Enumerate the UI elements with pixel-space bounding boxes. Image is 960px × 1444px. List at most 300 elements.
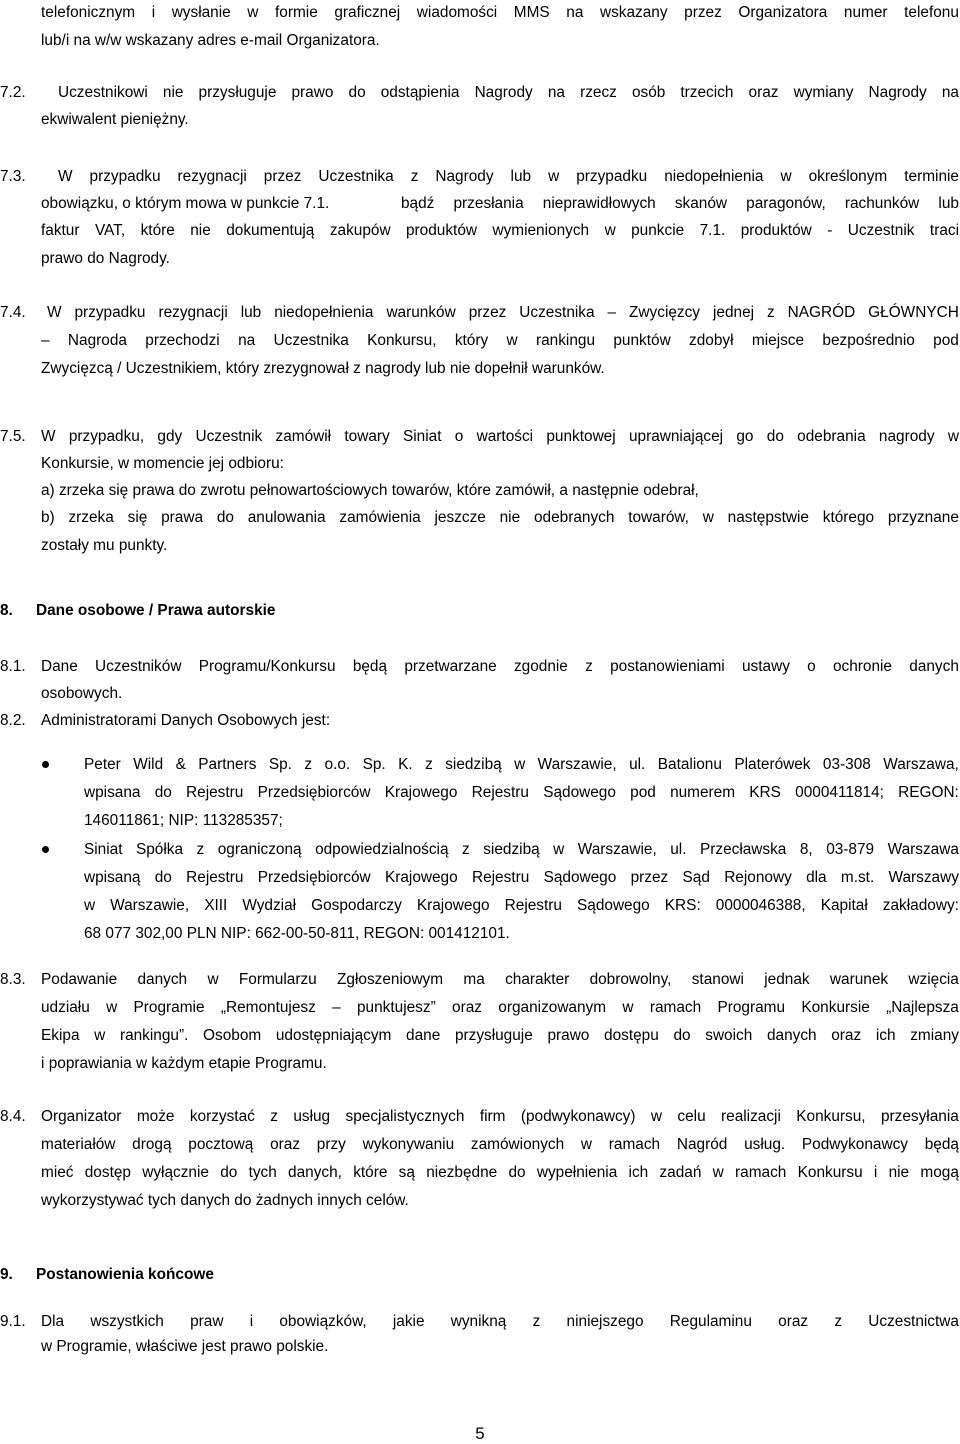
word: gdy — [157, 428, 183, 445]
word: 7.1. — [699, 222, 726, 239]
word: ul. — [670, 841, 687, 858]
word: - — [827, 222, 833, 239]
word: wiadomości — [416, 4, 498, 21]
word: jednak — [764, 971, 810, 988]
paragraph-line: prawo do Nagrody. — [41, 250, 170, 267]
word: ochronie — [832, 658, 892, 675]
paragraph-line — [41, 971, 959, 989]
word: trzecich — [680, 84, 734, 101]
word: w — [106, 999, 118, 1016]
intro-line — [41, 4, 959, 22]
section-number: 7.4. — [0, 304, 26, 321]
word: celu — [677, 1108, 706, 1125]
word: specjalistycznych — [345, 1108, 465, 1125]
word: wartości — [476, 428, 534, 445]
word: zmiany — [910, 1027, 959, 1044]
word: MMS — [513, 4, 550, 21]
section-number: 9.1. — [0, 1313, 26, 1330]
word: przysługuje — [198, 84, 277, 101]
word: w — [702, 509, 714, 526]
administrator-line: 68 077 302,00 PLN NIP: 662-00-50-811, REGON: 001412101. — [84, 925, 510, 942]
word: Rejestru — [186, 784, 244, 801]
paragraph-line: obowiązku, o którym mowa w punkcie 7.1. — [41, 195, 330, 212]
word: oraz — [778, 1313, 809, 1330]
word: ramach — [608, 1136, 661, 1153]
word: miejsce — [751, 332, 805, 349]
word: Sp. — [268, 756, 292, 773]
word: numerem — [670, 784, 736, 801]
word: W — [41, 428, 56, 445]
word: Uczestnikowi — [58, 84, 148, 101]
word: do — [154, 784, 172, 801]
word: rezygnacji — [177, 168, 247, 185]
word: o.o. — [324, 756, 351, 773]
word: niezbędne — [426, 1164, 498, 1181]
word: przysługuje — [454, 1027, 533, 1044]
word: Uczestnictwa — [868, 1313, 959, 1330]
word: pod — [933, 332, 959, 349]
word: Uczestnik — [195, 428, 263, 445]
administrator-line — [84, 841, 959, 859]
word: do — [766, 428, 784, 445]
word: Peter — [84, 756, 121, 773]
paragraph-line — [41, 428, 959, 446]
word: przypadku — [89, 168, 161, 185]
word: udziału — [41, 999, 90, 1016]
word: z — [410, 168, 419, 185]
word: XIII — [204, 897, 228, 914]
word: Rejestru — [504, 897, 562, 914]
administrator-line — [84, 897, 959, 915]
word: Sąd — [682, 869, 710, 886]
paragraph-line — [47, 304, 959, 322]
word: wymienionych — [492, 222, 590, 239]
word: bezpośrednio — [822, 332, 915, 349]
word: odebrania — [797, 428, 866, 445]
word: zadań — [659, 1164, 702, 1181]
paragraph-line: wykorzystywać tych danych do żadnych innych celów. — [41, 1192, 409, 1209]
paragraph-line — [41, 658, 959, 676]
word: swoich — [705, 1027, 753, 1044]
word: z — [425, 756, 433, 773]
word: wymiany — [793, 84, 854, 101]
word: określonym — [808, 168, 888, 185]
word: nagrody — [878, 428, 935, 445]
word: Krajowego — [416, 897, 490, 914]
word: Konkursu — [797, 1164, 863, 1181]
heading-number: 8. — [0, 602, 13, 619]
word: punktowej — [546, 428, 616, 445]
paragraph-line — [41, 1027, 959, 1045]
word: i — [249, 1313, 254, 1330]
word: Sądowego — [577, 897, 650, 914]
word: dobrowolny, — [589, 971, 672, 988]
word: Warszawie, — [110, 897, 190, 914]
word: Warszawy — [888, 869, 959, 886]
word: może — [136, 1108, 175, 1125]
word: ich — [628, 1164, 649, 1181]
word: Programie — [133, 999, 205, 1016]
word: Przecławska — [699, 841, 787, 858]
word: siedzibą — [483, 841, 540, 858]
word: realizacji — [721, 1108, 781, 1125]
word: traci — [929, 222, 959, 239]
list-item-a: a) zrzeka się prawa do zwrotu pełnowartościowych towarów, które zamówił, a następnie odebrał, — [41, 482, 699, 499]
word: na — [941, 84, 959, 101]
word: nieprawidłowych — [542, 195, 656, 212]
word: Krajowego — [384, 869, 458, 886]
word: Rejestru — [471, 869, 530, 886]
word: niedopełnienia — [274, 304, 374, 321]
word: Dane — [41, 658, 78, 675]
section-heading: Dane osobowe / Prawa autorskie — [36, 602, 276, 619]
word: dane — [406, 1027, 441, 1044]
word: organizowanym — [498, 999, 607, 1016]
word: zrzeka — [68, 509, 114, 526]
heading-number: 9. — [0, 1266, 13, 1283]
word: & — [175, 756, 186, 773]
word: Programu/Konkursu — [198, 658, 336, 675]
word: do — [508, 1164, 526, 1181]
paragraph-line — [41, 332, 959, 350]
word: w — [622, 999, 634, 1016]
paragraph-line — [58, 84, 959, 102]
word: paragonów, — [746, 195, 826, 212]
word: nie — [499, 509, 521, 526]
word: z — [585, 658, 593, 675]
word: jednej — [712, 304, 755, 321]
word: Uczestnika — [519, 304, 595, 321]
word: K. — [398, 756, 413, 773]
paragraph-line — [41, 1164, 959, 1182]
word: W — [58, 168, 73, 185]
word: warunków — [386, 304, 456, 321]
word: w — [580, 1136, 593, 1153]
word: oraz — [452, 999, 482, 1016]
word: 03-308 — [822, 756, 871, 773]
section-number: 7.3. — [0, 168, 26, 185]
word: siedzibą — [445, 756, 502, 773]
word: Nagrody — [435, 168, 494, 185]
word: Regulaminu — [669, 1313, 752, 1330]
section-number: 8.3. — [0, 971, 26, 988]
word: Konkursie — [801, 999, 870, 1016]
word: zgodnie — [513, 658, 568, 675]
section-number: 7.5. — [0, 428, 26, 445]
word: praw — [190, 1313, 224, 1330]
section-number: 8.4. — [0, 1108, 26, 1125]
word: w — [207, 971, 219, 988]
word: przez — [630, 869, 669, 886]
word: Rejestru — [471, 784, 529, 801]
word: przypadku — [576, 168, 648, 185]
word: punkcie — [631, 222, 685, 239]
word: firm — [479, 1108, 506, 1125]
word: rankingu — [535, 332, 596, 349]
word: Kapitał — [820, 897, 868, 914]
word: z — [532, 1313, 541, 1330]
paragraph-line: i poprawiania w każdym etapie Programu. — [41, 1055, 327, 1072]
word: drogą — [132, 1136, 172, 1153]
word: Organizatora — [738, 4, 828, 21]
word: nie — [162, 84, 184, 101]
word: który — [454, 332, 489, 349]
word: w — [553, 841, 565, 858]
word: w — [84, 897, 96, 914]
word: Uczestnik — [847, 222, 915, 239]
word: którego — [822, 509, 875, 526]
word: które — [353, 1164, 388, 1181]
word: Konkursu, — [796, 1108, 866, 1125]
word: 03-879 — [826, 841, 875, 858]
word: Zwycięzcy — [629, 304, 701, 321]
word: graficznej — [334, 4, 401, 21]
word: Krajowego — [384, 784, 458, 801]
word: o — [454, 428, 464, 445]
word: punktujesz” — [356, 999, 436, 1016]
word: wynikną — [450, 1313, 507, 1330]
word: ma — [463, 971, 485, 988]
word: wszystkich — [90, 1313, 164, 1330]
word: prawo — [291, 84, 334, 101]
word: towarów, — [628, 509, 689, 526]
word: danych — [137, 971, 188, 988]
word: prawa — [161, 509, 204, 526]
word: Przedsiębiorców — [257, 784, 371, 801]
word: do — [673, 1027, 691, 1044]
word: Podwykonawcy — [801, 1136, 908, 1153]
word: dostępu — [604, 1027, 659, 1044]
word: materiałów — [41, 1136, 116, 1153]
word: następstwie — [727, 509, 809, 526]
word: przesłania — [453, 195, 524, 212]
word: usług — [293, 1108, 331, 1125]
word: Nagrody — [474, 84, 533, 101]
paragraph-line — [41, 222, 959, 240]
word: zamówienia — [339, 509, 421, 526]
word: do — [216, 509, 234, 526]
word: numer — [843, 4, 888, 21]
word: Nagrody — [868, 84, 927, 101]
word: Sądowego — [543, 869, 617, 886]
word: w — [650, 1108, 662, 1125]
word: (podwykonawcy) — [520, 1108, 636, 1125]
word: w — [94, 1027, 106, 1044]
word: niniejszego — [566, 1313, 644, 1330]
word: pocztową — [188, 1136, 254, 1153]
word: z — [270, 1108, 278, 1125]
word: bądź — [401, 195, 435, 212]
word: Warszawie, — [537, 756, 617, 773]
word: „Najlepsza — [886, 999, 959, 1016]
word: przypadku, — [68, 428, 145, 445]
word: wskazany — [599, 4, 668, 21]
word: osób — [631, 84, 666, 101]
word: o — [807, 658, 816, 675]
paragraph-line: ekwiwalent pieniężny. — [41, 111, 189, 128]
word: mogą — [920, 1164, 959, 1181]
word: Partners — [198, 756, 257, 773]
word: 0000046388, — [715, 897, 806, 914]
paragraph-line — [58, 168, 959, 186]
word: KRS — [749, 784, 781, 801]
word: zdobył — [689, 332, 734, 349]
word: odstąpienia — [380, 84, 460, 101]
word: przez — [468, 304, 507, 321]
word: usług. — [744, 1136, 786, 1153]
word: jeszcze — [434, 509, 486, 526]
word: zamówił — [275, 428, 332, 445]
word: wzięcia — [908, 971, 959, 988]
word: NAGRÓD — [787, 304, 856, 321]
word: przez — [684, 4, 722, 21]
word: GŁÓWNYCH — [868, 304, 959, 321]
word: na — [238, 332, 256, 349]
word: dla — [806, 869, 827, 886]
list-item-b — [41, 509, 959, 527]
administrator-line: 146011861; NIP: 113285357; — [84, 812, 283, 829]
word: wyłącznie — [142, 1164, 209, 1181]
word: dostęp — [84, 1164, 131, 1181]
word: wypełnienia — [536, 1164, 618, 1181]
word: na — [547, 84, 565, 101]
word: w — [548, 168, 560, 185]
word: W — [47, 304, 62, 321]
list-item-b: zostały mu punkty. — [41, 537, 168, 554]
word: Warszawa, — [883, 756, 959, 773]
word: korzystać — [189, 1108, 255, 1125]
word: Batalionu — [657, 756, 722, 773]
word: faktur — [41, 222, 80, 239]
word: zakładowy: — [882, 897, 959, 914]
word: Wydział — [242, 897, 297, 914]
word: VAT, — [94, 222, 126, 239]
page-number: 5 — [475, 1424, 485, 1443]
word: wpisaną — [84, 869, 141, 886]
word: mieć — [41, 1164, 74, 1181]
section-number: 8.2. — [0, 712, 26, 729]
word: rzecz — [580, 84, 617, 101]
word: rachunków — [844, 195, 920, 212]
word: wysłanie — [171, 4, 231, 21]
word: Uczestników — [95, 658, 182, 675]
word: w — [712, 1164, 724, 1181]
word: Uczestnika — [318, 168, 394, 185]
word: nie — [190, 222, 211, 239]
word: z — [196, 841, 205, 858]
word: Nagroda — [67, 332, 127, 349]
word: anulowania — [247, 509, 326, 526]
word: Sądowego — [543, 784, 616, 801]
word: b) — [41, 509, 55, 526]
word: danych — [909, 658, 959, 675]
word: rezygnacji — [158, 304, 228, 321]
word: przetwarzane — [404, 658, 497, 675]
paragraph-line — [41, 1136, 959, 1154]
word: w — [947, 428, 959, 445]
word: 8, — [799, 841, 813, 858]
word: Rejonowy — [724, 869, 792, 886]
word: produktów — [740, 222, 812, 239]
word: 0000411814; — [795, 784, 884, 801]
word: punktów — [613, 332, 671, 349]
section-number: 7.2. — [0, 84, 26, 101]
word: przypadku — [74, 304, 146, 321]
paragraph-line — [41, 1313, 959, 1331]
word: Przedsiębiorców — [257, 869, 371, 886]
word: w — [506, 332, 518, 349]
word: uprawniającej — [628, 428, 724, 445]
paragraph-line: Zwycięzcą / Uczestnikiem, który zrezygnował z nagrody lub nie dopełnił warunków. — [41, 360, 605, 377]
word: warunek — [829, 971, 889, 988]
word: nie — [888, 1164, 910, 1181]
section-number: 8.1. — [0, 658, 26, 675]
paragraph-line — [401, 195, 959, 213]
word: m.st. — [840, 869, 875, 886]
word: zakupów — [329, 222, 391, 239]
word: oraz — [748, 84, 779, 101]
word: lub — [510, 168, 532, 185]
word: lub — [240, 304, 262, 321]
word: będą — [352, 658, 388, 675]
word: Rejestru — [186, 869, 244, 886]
word: z — [834, 1313, 843, 1330]
word: Ekipa — [41, 1027, 80, 1044]
word: przesyłania — [880, 1108, 959, 1125]
intro-line: lub/i na w/w wskazany adres e-mail Organizatora. — [41, 32, 380, 49]
word: Programu — [717, 999, 786, 1016]
bullet-icon — [42, 846, 49, 853]
word: – — [607, 304, 617, 321]
word: Siniat — [403, 428, 442, 445]
word: udostępniającym — [275, 1027, 392, 1044]
word: przyznane — [887, 509, 959, 526]
word: z — [767, 304, 775, 321]
word: zamówionych — [470, 1136, 565, 1153]
word: niedopełnienia — [664, 168, 764, 185]
word: Osobom — [203, 1027, 262, 1044]
word: obowiązków, — [279, 1313, 367, 1330]
word: Siniat — [84, 841, 123, 858]
word: jakie — [392, 1313, 425, 1330]
administrator-line — [84, 784, 959, 802]
word: wykonywaniu — [362, 1136, 455, 1153]
word: ramach — [735, 1164, 787, 1181]
word: skanów — [674, 195, 728, 212]
word: dokumentują — [226, 222, 315, 239]
word: lub — [938, 195, 959, 212]
word: „Remontujesz — [220, 999, 316, 1016]
word: telefonicznym — [41, 4, 136, 21]
word: do — [154, 869, 172, 886]
word: telefonu — [904, 4, 959, 21]
word: charakter — [505, 971, 570, 988]
word: Warszawa — [887, 841, 959, 858]
word: towary — [344, 428, 390, 445]
word: Wild — [133, 756, 164, 773]
word: i — [151, 4, 156, 21]
word: danych — [766, 1027, 817, 1044]
word: Warszawie, — [577, 841, 657, 858]
word: rankingu”. — [119, 1027, 189, 1044]
word: ul. — [629, 756, 646, 773]
word: Dla — [41, 1313, 65, 1330]
word: Konkursu, — [367, 332, 437, 349]
word: tych — [248, 1164, 277, 1181]
paragraph-line — [41, 1108, 959, 1126]
section-heading: Postanowienia końcowe — [36, 1266, 214, 1283]
word: ustawy — [741, 658, 790, 675]
